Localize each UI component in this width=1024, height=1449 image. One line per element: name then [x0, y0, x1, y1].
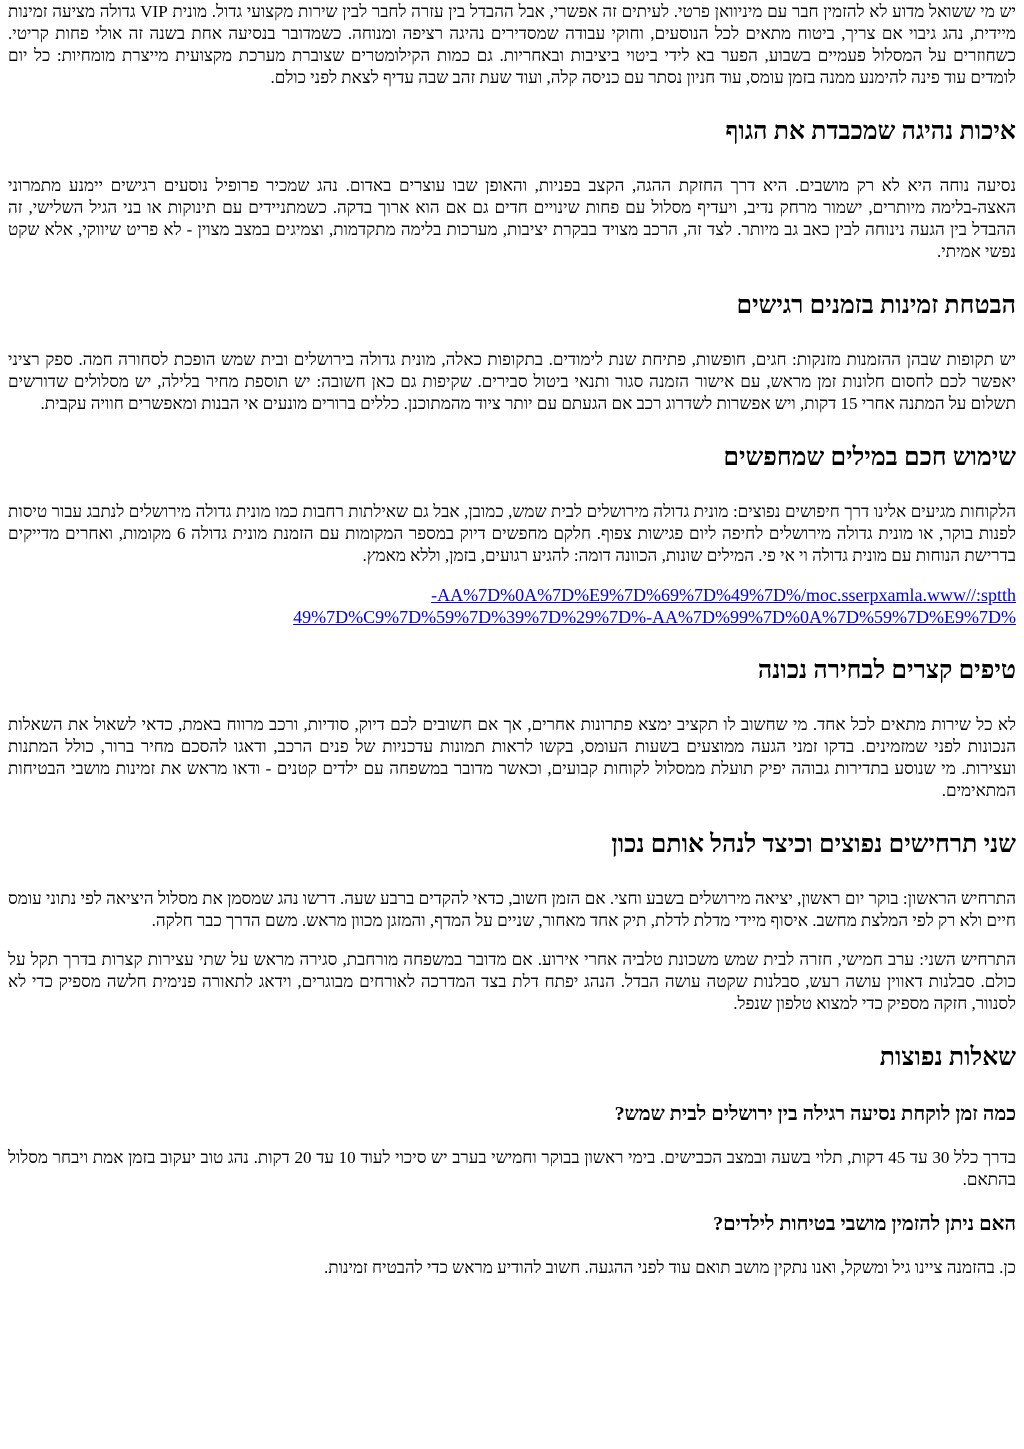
link-line[interactable]: 49%7D%C9%7D%59%7D%39%7D%29%7D%-AA%7D%99%7D%0A%7D%59%7D%E9%7D% — [293, 607, 1016, 627]
faq-answer: כן. בהזמנה ציינו גיל ומשקל, ואנו נתקין מושב תואם עוד לפני ההגעה. חשוב להודיע מראש כדי להבטיח זמינות. — [324, 1258, 1016, 1277]
faq-section — [8, 1043, 1016, 1279]
section-search-words — [8, 443, 1016, 628]
faq-question: כמה זמן לוקחת נסיעה רגילה בין ירושלים לבית שמש? — [614, 1103, 1016, 1125]
faq-answer: בדרך כלל 30 עד 45 דקות, תלוי בשעה ובמצב הכבישים. בימי ראשון בבוקר וחמישי בערב יש סיכוי לעוד 10 עד 20 דקות. נהג טוב יעקוב בזמן אמת ויבחר מסלול בהתאם. — [8, 1148, 1017, 1189]
section-heading: איכות נהיגה שמכבדת את הגוף — [725, 118, 1016, 145]
article — [8, 1, 1016, 1279]
scenario-paragraph: התרחיש הראשון: בוקר יום ראשון, יציאה מירושלים בשבע וחצי. אם הזמן חשוב, כדאי להקדים ברבע שעה. דרשו נהג שמסמן את מסלול היציאה לפי נתוני עומס חיים ולא רק לפי המלצת מחשב. איסוף מיידי מדלת לדלת, תיק אחד מאחור, שניים על המדף, והמזגן מכוון מראש. משם הדרך כבר חלקה. — [8, 889, 1016, 930]
scenario-paragraph: התרחיש השני: ערב חמישי, חזרה לבית שמש משכונת טלביה אחרי אירוע. אם מדובר במשפחה מורחבת, סגירה מראש על שתי עצירות קצרות בדרך תקל על כולם. סבלנות דאווין עושה רעש, סבלנות שקטה עושה הבדל. הנהג יפתח דלת בצד המדרכה לאורחים מבוגרים, וידאג לתאורה פנימית חלשה מספיק כדי לא לסנוור, חזקה מספיק כדי למצוא טלפון שנפל. — [8, 950, 1016, 1013]
section-driving-quality — [8, 117, 1016, 263]
section-heading: שימוש חכם במילים שמחפשים — [723, 444, 1016, 471]
section-heading: טיפים קצרים לבחירה נכונה — [757, 657, 1016, 684]
section-paragraph: יש תקופות שבהן ההזמנות מזנקות: חגים, חופשות, פתיחת שנת לימודים. בתקופות כאלה, מונית גדולה בירושלים ובית שמש הופכת לסחורה חמה. ספק רציני יאפשר לכם לחסום חלונות זמן מראש, עם אישור הזמנה סגור ותנאי ביטול סבירים. שקיפות גם כאן חשובה: יש תוספת מחיר בלילה, יש מסלולים שדורשים תשלום על המתנה אחרי 15 דקות, ויש אפשרות לשדרוג רכב אם הגעתם עם יותר ציוד מהמתוכנן. כללים ברורים מונעים אי הבנות ומאפשרים חוויה עקבית. — [8, 350, 1016, 413]
faq-heading: שאלות נפוצות — [879, 1044, 1016, 1071]
section-tips — [8, 656, 1016, 802]
section-paragraph: נסיעה נוחה היא לא רק מושבים. היא דרך החזקת ההגה, הקצב בפניות, והאופן שבו עוצרים באדום. נהג שמכיר פרופיל נוסעים רגישים יימנע מתמרוני האצה-בלימה מיותרים, ישמור מרחק נדיב, ויעדיף מסלול עם פחות שינויים חדים גם אם הוא ארוך בדקה. כשמתניידים עם תינוקות או בני הגיל השלישי, זה ההבדל בין הגעה נינוחה לבין כאב גב מיותר. לצד זה, הרכב מצויד בבקרת יציבות, מערכות בלימה מתקדמות, וצמיגים במצב מצוין - לא פריט שיווקי, אלא שקט נפשי אמיתי. — [8, 176, 1016, 261]
section-paragraph: הלקוחות מגיעים אלינו דרך חיפושים נפוצים: מונית גדולה מירושלים לבית שמש, כמובן, אבל גם שאילתות רחבות כמו מונית גדולה מירושלים לנתבג עבור טיסות לפנות בוקר, או מונית גדולה מירושלים לחיפה ליום פגישות צפוף. חלקם מחפשים דיוק במספר המקומות עם הזמנת מונית גדולה 6 מקומות, ואחרים מדייקים בדרישת הנוחות עם מונית גדולה וי אי פי. המילים שונות, הכוונה דומה: להגיע רגועים, בזמן, וללא מאמץ. — [8, 502, 1016, 565]
section-scenarios — [8, 830, 1016, 1015]
section-availability — [8, 291, 1016, 415]
article-link[interactable] — [8, 584, 1016, 628]
link-block — [8, 584, 1016, 628]
intro-paragraph: יש מי ששואל מדוע לא להזמין חבר עם מיניוואן פרטי. לעיתים זה אפשרי, אבל ההבדל בין עזרה לחבר לבין שירות מקצועי גדול. מונית VIP גדולה מציעה זמינות מיידית, נהג גיבוי אם צריך, ביטוח מתאים לכל הנוסעים, וחוקי עבודה שמסדירים נהיגה רציפה ומנוחה. כשמדובר בנסיעה אחת בשנה זה אולי פחות קריטי. כשחוזרים על המסלול פעמיים בשבוע, הפער בא לידי ביטוי ביציבות ובאחריות. גם כמות הקילומטרים שצוברת מערכת מקצועית מייצרת מומחיות: כל יום לומדים עוד פינה להימנע ממנה בזמן עומס, עוד חניון נסתר עם כניסה קלה, ועוד שעת זהב שבה עדיף לצאת לפני כולם. — [8, 2, 1016, 87]
section-heading: שני תרחישים נפוצים וכיצד לנהל אותם נכון — [611, 831, 1016, 858]
faq-question: האם ניתן להזמין מושבי בטיחות לילדים? — [713, 1213, 1016, 1235]
section-paragraph: לא כל שירות מתאים לכל אחד. מי שחשוב לו תקציב ימצא פתרונות אחרים, אך אם חשובים לכם דיוק, סודיות, ורכב מרווח באמת, כדאי לשאול את השאלות הנכונות לפני שמזמינים. בדקו זמני הגעה ממוצעים בשעות העומס, בקשו לראות תמונות עדכניות של פנים הרכב, ודאגו להסכם מחיר ברור, כולל המתנות ועצירות. מי שנוסע בתדירות גבוהה יפיק תועלת ממסלול לקוחות קבועים, וכאשר מדובר במשפחה עם ילדים קטנים - ודאו מראש את זמינות מושבי הבטיחות המתאימים. — [8, 715, 1016, 800]
section-heading: הבטחת זמינות בזמנים רגישים — [736, 292, 1016, 319]
link-line[interactable]: -AA%7D%0A%7D%E9%7D%69%7D%49%7D%/moc.sserpxamla.www//:sptth — [431, 585, 1016, 605]
